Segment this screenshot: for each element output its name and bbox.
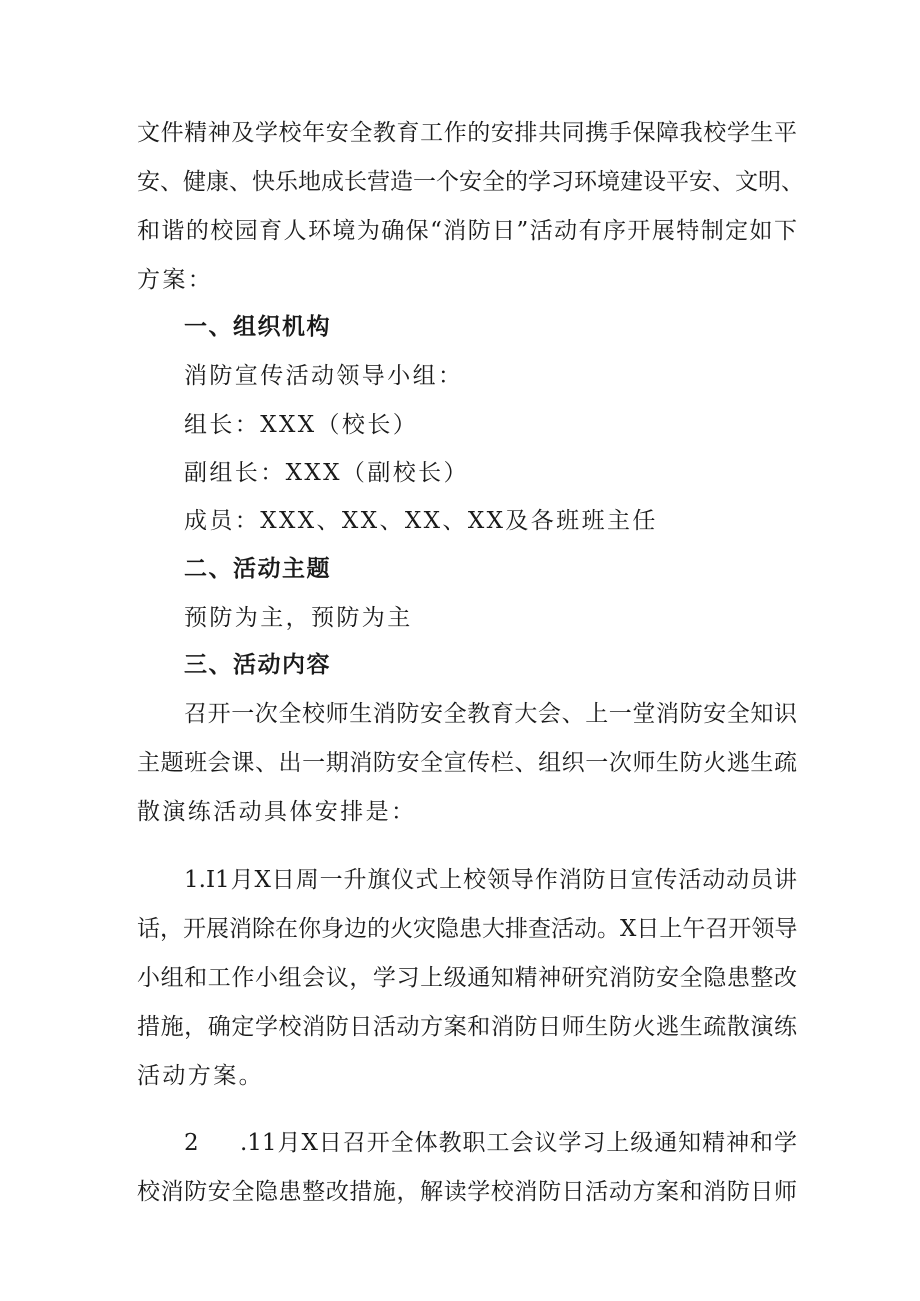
section-2-heading: 二、活动主题 xyxy=(184,556,331,582)
section-1-line-2: 组长：XXX（校长） xyxy=(184,412,419,438)
section-2-line-1: 预防为主，预防为主 xyxy=(184,605,413,631)
section-3-heading: 三、活动内容 xyxy=(184,652,331,678)
section-1-line-1: 消防宣传活动领导小组： xyxy=(184,363,464,389)
item-1-line-2: 话，开展消除在你身边的火灾隐患大排查活动。X日上午召开领导 xyxy=(137,916,798,942)
intro-line-1: 文件精神及学校年安全教育工作的安排共同携手保障我校学生平 xyxy=(137,120,797,146)
section-3-para-line-1: 召开一次全校师生消防安全教育大会、上一堂消防安全知识 xyxy=(184,701,797,727)
item-2-line-2: 校消防安全隐患整改措施，解读学校消防日活动方案和消防日师 xyxy=(137,1179,797,1205)
section-1-line-4: 成员：XXX、XX、XX、XX及各班班主任 xyxy=(184,508,658,534)
item-2-line-1: 2 .11月X日召开全体教职工会议学习上级通知精神和学 xyxy=(184,1130,797,1156)
item-1-line-3: 小组和工作小组会议，学习上级通知精神研究消防安全隐患整改 xyxy=(137,965,797,991)
intro-line-3: 和谐的校园育人环境为确保“消防日”活动有序开展特制定如下 xyxy=(137,218,797,244)
section-1-heading: 一、组织机构 xyxy=(184,314,331,340)
section-3-para-line-2: 主题班会课、出一期消防安全宣传栏、组织一次师生防火逃生疏 xyxy=(137,750,797,776)
intro-line-2: 安、健康、快乐地成长营造一个安全的学习环境建设平安、文明、 xyxy=(137,169,804,195)
intro-line-4: 方案： xyxy=(137,267,214,293)
item-1-line-1: 1.I1月X日周一升旗仪式上校领导作消防日宣传活动动员讲 xyxy=(184,867,797,893)
item-1-line-5: 活动方案。 xyxy=(137,1063,264,1089)
item-1-line-4: 措施，确定学校消防日活动方案和消防日师生防火逃生疏散演练 xyxy=(137,1014,797,1040)
section-1-line-3: 副组长：XXX（副校长） xyxy=(184,460,469,486)
section-3-para-line-3: 散演练活动具体安排是： xyxy=(137,799,417,825)
